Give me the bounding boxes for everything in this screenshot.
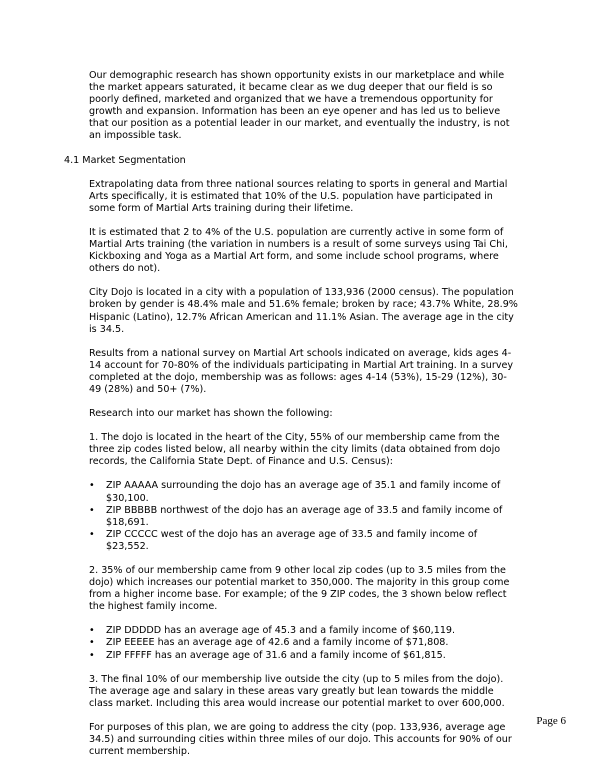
list-item-text: ZIP FFFFF has an average age of 31.6 and a family income of $61,815. bbox=[106, 649, 446, 661]
list-item bbox=[89, 505, 519, 529]
list-item-text: ZIP AAAAA surrounding the dojo has an average age of 35.1 and family income of $30,100. bbox=[106, 480, 501, 504]
numbered-point-2: 2. 35% of our membership came from 9 other local zip codes (up to 3.5 miles from the dojo) which increases our potential market to 350,000. The majority in this group come from a higher income base. For example; of the 9 ZIP codes, the 3 shown below reflect the highest family income. bbox=[89, 565, 510, 613]
zip-list-secondary bbox=[89, 625, 519, 661]
body-paragraph: Research into our market has shown the following: bbox=[89, 408, 333, 420]
body-paragraph: City Dojo is located in a city with a population of 133,936 (2000 census). The population broken by gender is 48.4% male and 51.6% female; broken by race; 43.7% White, 28.9% Hispanic (Latino), 12.7% African American and 11.1% Asian. The average age in the city is 34.5. bbox=[89, 287, 518, 335]
numbered-point-1: 1. The dojo is located in the heart of the City, 55% of our membership came from the three zip codes listed below, all nearby within the city limits (data obtained from dojo records, the California State Dept. of Finance and U.S. Census): bbox=[89, 432, 501, 468]
body-paragraph: Results from a national survey on Martial Art schools indicated on average, kids ages 4-14 account for 70-80% of the individuals participating in Martial Art training. In a survey completed at the dojo, membership was as follows: ages 4-14 (53%), 15-29 (12%), 30-49 (28%) and 50+ (7%). bbox=[89, 347, 514, 395]
list-item bbox=[89, 625, 519, 637]
page-number: Page 6 bbox=[536, 715, 566, 727]
bullet-icon: • bbox=[89, 637, 95, 649]
bullet-icon: • bbox=[89, 649, 95, 661]
list-item-text: ZIP EEEEE has an average age of 42.6 and a family income of $71,808. bbox=[106, 637, 449, 649]
body-paragraph: Extrapolating data from three national sources relating to sports in general and Martial Arts specifically, it is estimated that 10% of the U.S. population have participated in some form of Martial Arts training during their lifetime. bbox=[89, 178, 508, 214]
document-body bbox=[64, 70, 519, 770]
body-paragraph: It is estimated that 2 to 4% of the U.S. population are currently active in some form of Martial Arts training (the variation in numbers is a result of some surveys using Tai Chi, Kickboxing and Yoga as a Martial Art form, and some include school programs, where others do not). bbox=[89, 226, 508, 275]
section-heading: 4.1 Market Segmentation bbox=[64, 154, 186, 166]
closing-paragraph: For purposes of this plan, we are going to address the city (pop. 133,936, average age 34.5) and surrounding cities within three miles of our dojo. This accounts for 90% of our current membership. bbox=[89, 721, 512, 758]
list-item-text: ZIP CCCCC west of the dojo has an average age of 33.5 and family income of $23,552. bbox=[106, 528, 478, 552]
list-item bbox=[89, 637, 519, 649]
list-item-text: ZIP BBBBB northwest of the dojo has an average age of 33.5 and family income of $18,691. bbox=[106, 504, 503, 528]
list-item-text: ZIP DDDDD has an average age of 45.3 and a family income of $60,119. bbox=[106, 625, 456, 637]
list-item bbox=[89, 650, 519, 662]
numbered-point-3: 3. The final 10% of our membership live outside the city (up to 5 miles from the dojo). The average age and salary in these areas vary greatly but lean towards the middle class market. Including this area would increase our potential market to over 600,000. bbox=[89, 673, 505, 709]
bullet-icon: • bbox=[89, 504, 95, 516]
list-item bbox=[89, 529, 519, 553]
bullet-icon: • bbox=[89, 528, 95, 540]
bullet-icon: • bbox=[89, 480, 95, 492]
bullet-icon: • bbox=[89, 625, 95, 637]
zip-list-primary bbox=[89, 480, 519, 553]
list-item bbox=[89, 480, 519, 504]
intro-paragraph: Our demographic research has shown opportunity exists in our marketplace and while the market appears saturated, it became clear as we dug deeper that our field is so poorly defined, marketed and organized that we have a tremendous opportunity for growth and expansion. Information has been an eye opener and has led us to believe that our position as a potential leader in our market, and eventually the industry, is not an impossible task. bbox=[89, 70, 510, 142]
